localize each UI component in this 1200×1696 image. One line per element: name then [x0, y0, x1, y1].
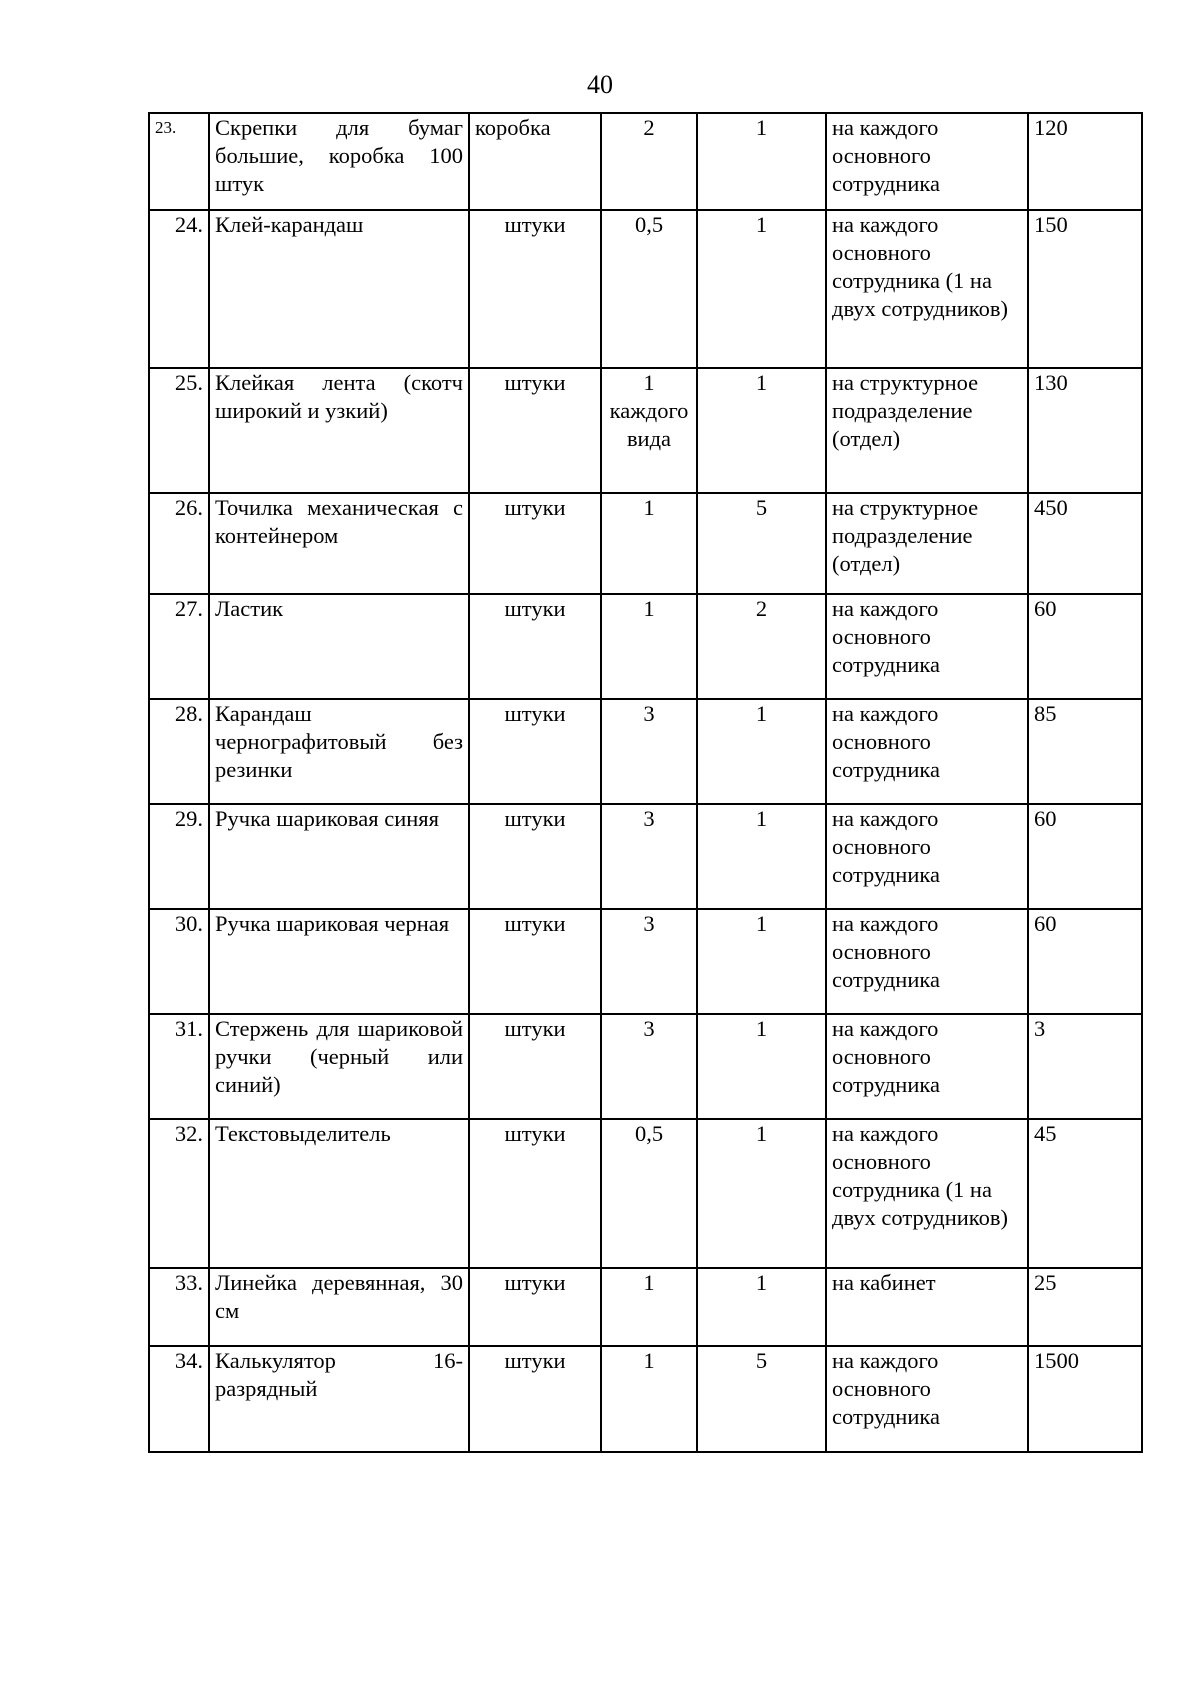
quantity-cell: 2	[601, 113, 697, 210]
term-cell: 5	[697, 493, 826, 594]
quantity-cell: 3	[601, 804, 697, 909]
item-name-cell: Ластик	[209, 594, 469, 699]
term-cell: 1	[697, 699, 826, 804]
unit-cell: штуки	[469, 1119, 601, 1268]
term-cell: 1	[697, 113, 826, 210]
basis-cell: на каждого основного сотрудника (1 на двух сотрудников)	[826, 210, 1028, 368]
basis-cell: на каждого основного сотрудника	[826, 113, 1028, 210]
term-cell: 5	[697, 1346, 826, 1452]
table-row	[149, 1119, 1142, 1268]
item-name-cell: Точилка механическая с контейнером	[209, 493, 469, 594]
row-number-cell: 25.	[149, 368, 209, 493]
price-cell: 25	[1028, 1268, 1142, 1346]
price-cell: 120	[1028, 113, 1142, 210]
quantity-cell: 0,5	[601, 1119, 697, 1268]
row-number-cell: 31.	[149, 1014, 209, 1119]
price-cell: 60	[1028, 594, 1142, 699]
unit-cell: штуки	[469, 1346, 601, 1452]
unit-cell: штуки	[469, 493, 601, 594]
term-cell: 1	[697, 210, 826, 368]
unit-cell: штуки	[469, 368, 601, 493]
price-cell: 130	[1028, 368, 1142, 493]
table-row	[149, 368, 1142, 493]
price-cell: 150	[1028, 210, 1142, 368]
row-number-cell: 28.	[149, 699, 209, 804]
table-row	[149, 113, 1142, 210]
table-row	[149, 909, 1142, 1014]
row-number-cell: 32.	[149, 1119, 209, 1268]
table-row	[149, 804, 1142, 909]
price-cell: 450	[1028, 493, 1142, 594]
quantity-cell: 3	[601, 699, 697, 804]
table-row	[149, 1014, 1142, 1119]
quantity-cell: 3	[601, 1014, 697, 1119]
quantity-cell: 0,5	[601, 210, 697, 368]
table-row	[149, 1346, 1142, 1452]
quantity-cell: 3	[601, 909, 697, 1014]
term-cell: 1	[697, 1268, 826, 1346]
basis-cell: на каждого основного сотрудника	[826, 804, 1028, 909]
item-name-cell: Скрепки для бумаг большие, коробка 100 штук	[209, 113, 469, 210]
row-number-cell: 24.	[149, 210, 209, 368]
price-cell: 3	[1028, 1014, 1142, 1119]
unit-cell: штуки	[469, 804, 601, 909]
term-cell: 1	[697, 1014, 826, 1119]
basis-cell: на кабинет	[826, 1268, 1028, 1346]
item-name-cell: Стержень для шариковой ручки (черный или синий)	[209, 1014, 469, 1119]
item-name-cell: Ручка шариковая синяя	[209, 804, 469, 909]
table-row	[149, 699, 1142, 804]
page-number: 40	[587, 70, 613, 99]
basis-cell: на каждого основного сотрудника	[826, 1346, 1028, 1452]
item-name-cell: Карандаш чернографитовый без резинки	[209, 699, 469, 804]
item-name-cell: Клейкая лента (скотч широкий и узкий)	[209, 368, 469, 493]
quantity-cell: 1	[601, 1346, 697, 1452]
item-name-cell: Текстовыделитель	[209, 1119, 469, 1268]
basis-cell: на структурное подразделение (отдел)	[826, 368, 1028, 493]
table-row	[149, 594, 1142, 699]
row-number-cell: 33.	[149, 1268, 209, 1346]
term-cell: 2	[697, 594, 826, 699]
item-name-cell: Клей-карандаш	[209, 210, 469, 368]
row-number-cell: 27.	[149, 594, 209, 699]
supplies-norms-table	[148, 112, 1143, 1453]
item-name-cell: Линейка деревянная, 30 см	[209, 1268, 469, 1346]
price-cell: 60	[1028, 804, 1142, 909]
unit-cell: штуки	[469, 699, 601, 804]
quantity-cell: 1	[601, 1268, 697, 1346]
row-number-cell: 29.	[149, 804, 209, 909]
quantity-cell: 1 каждого вида	[601, 368, 697, 493]
table-row	[149, 210, 1142, 368]
basis-cell: на каждого основного сотрудника	[826, 699, 1028, 804]
basis-cell: на структурное подразделение (отдел)	[826, 493, 1028, 594]
unit-cell: штуки	[469, 594, 601, 699]
unit-cell: штуки	[469, 909, 601, 1014]
basis-cell: на каждого основного сотрудника (1 на двух сотрудников)	[826, 1119, 1028, 1268]
basis-cell: на каждого основного сотрудника	[826, 594, 1028, 699]
price-cell: 45	[1028, 1119, 1142, 1268]
unit-cell: штуки	[469, 1014, 601, 1119]
table-row	[149, 1268, 1142, 1346]
basis-cell: на каждого основного сотрудника	[826, 909, 1028, 1014]
term-cell: 1	[697, 909, 826, 1014]
basis-cell: на каждого основного сотрудника	[826, 1014, 1028, 1119]
term-cell: 1	[697, 368, 826, 493]
unit-cell: штуки	[469, 210, 601, 368]
term-cell: 1	[697, 1119, 826, 1268]
quantity-cell: 1	[601, 493, 697, 594]
table-row	[149, 493, 1142, 594]
quantity-cell: 1	[601, 594, 697, 699]
price-cell: 85	[1028, 699, 1142, 804]
row-number-cell: 23.	[149, 113, 209, 210]
price-cell: 1500	[1028, 1346, 1142, 1452]
term-cell: 1	[697, 804, 826, 909]
row-number-cell: 26.	[149, 493, 209, 594]
price-cell: 60	[1028, 909, 1142, 1014]
row-number-cell: 34.	[149, 1346, 209, 1452]
row-number-cell: 30.	[149, 909, 209, 1014]
item-name-cell: Калькулятор 16-разрядный	[209, 1346, 469, 1452]
unit-cell: коробка	[469, 113, 601, 210]
item-name-cell: Ручка шариковая черная	[209, 909, 469, 1014]
unit-cell: штуки	[469, 1268, 601, 1346]
